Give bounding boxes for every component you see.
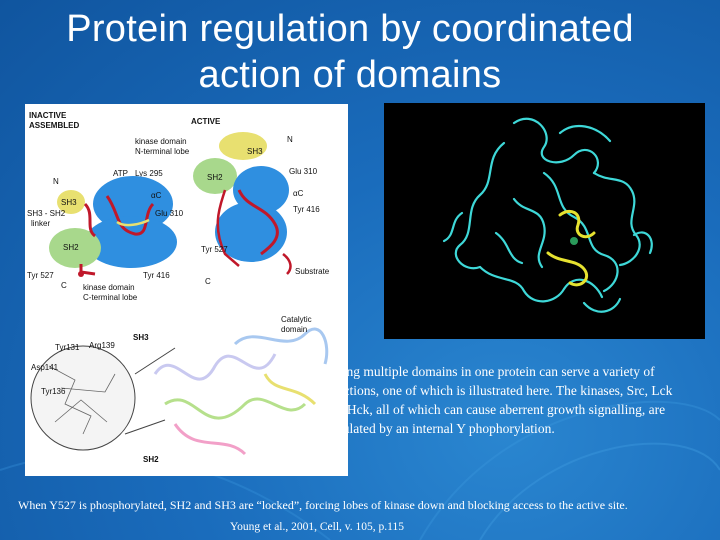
kinase-domain-label-bottom: kinase domain [83,283,135,292]
inactive-heading: INACTIVE [29,111,67,120]
c-terminus-right-label: C [205,277,211,286]
alpha-c-right-label: αC [293,189,304,198]
sh3-sh2-linker-label-2: linker [31,219,51,228]
sh3-right-label: SH3 [247,147,263,156]
alpha-c-left-label: αC [151,191,162,200]
slide-title-line-2: action of domains [198,54,502,96]
sh2-right-label: SH2 [207,173,223,182]
sh2-bottom-label: SH2 [143,455,159,464]
glu310-right-label: Glu 310 [289,167,318,176]
catalytic-domain-label-2: domain [281,325,308,334]
body-text-block [330,362,710,438]
assembled-heading: ASSEMBLED [29,121,80,130]
slide-title-line-1: Protein regulation by coordinated [66,8,634,50]
kinase-domain-label-top: kinase domain [135,137,187,146]
n-terminal-lobe-label: N-terminal lobe [135,147,190,156]
n-terminus-right-label: N [287,135,293,144]
arg139-label: Arg139 [89,341,115,350]
reference-citation: Young et al., 2001, Cell, v. 105, p.115 [230,521,404,533]
body-text-line-2: unctions, one of which is illustrated here. The kinases, Src, Lck [330,383,673,398]
body-text-line-3: nd Hck, all of which can cause aberrent growth signalling, are [330,402,666,417]
tyr131-label: Tyr131 [55,343,80,352]
c-terminal-lobe-label: C-terminal lobe [83,293,138,302]
tyr527-right-label: Tyr 527 [201,245,228,254]
tyr527-left-label: Tyr 527 [27,271,54,280]
asp141-label: Asp141 [31,363,59,372]
figure-caption: When Y527 is phosphorylated, SH2 and SH3 are “locked”, forcing lobes of kinase down and blocking access to the active site. [18,498,628,512]
sh3-bottom-label: SH3 [133,333,149,342]
src-kinase-domain-diagram [25,104,348,476]
n-terminus-left-label: N [53,177,59,186]
sh3-sh2-linker-label-1: SH3 - SH2 [27,209,66,218]
kinase-ribbon-structure-image [384,103,705,339]
lys295-label: Lys 295 [135,169,163,178]
tyr416-right-label: Tyr 416 [293,205,320,214]
sh3-left-label: SH3 [61,198,77,207]
tyr416-left-label: Tyr 416 [143,271,170,280]
atp-label: ATP [113,169,128,178]
body-text-line-1: aving multiple domains in one protein can serve a variety of [330,364,655,379]
sh2-left-label: SH2 [63,243,79,252]
body-text-line-4: egulated by an internal Y phophorylation. [330,421,555,436]
glu310-left-label: Glu 310 [155,209,184,218]
sh3-binding-zoom-inset [31,346,135,450]
tyr136-label: Tyr136 [41,387,66,396]
substrate-label: Substrate [295,267,330,276]
c-terminus-left-label: C [61,281,67,290]
active-heading: ACTIVE [191,117,221,126]
slide-title [0,6,700,98]
catalytic-domain-label-1: Catalytic [281,315,312,324]
